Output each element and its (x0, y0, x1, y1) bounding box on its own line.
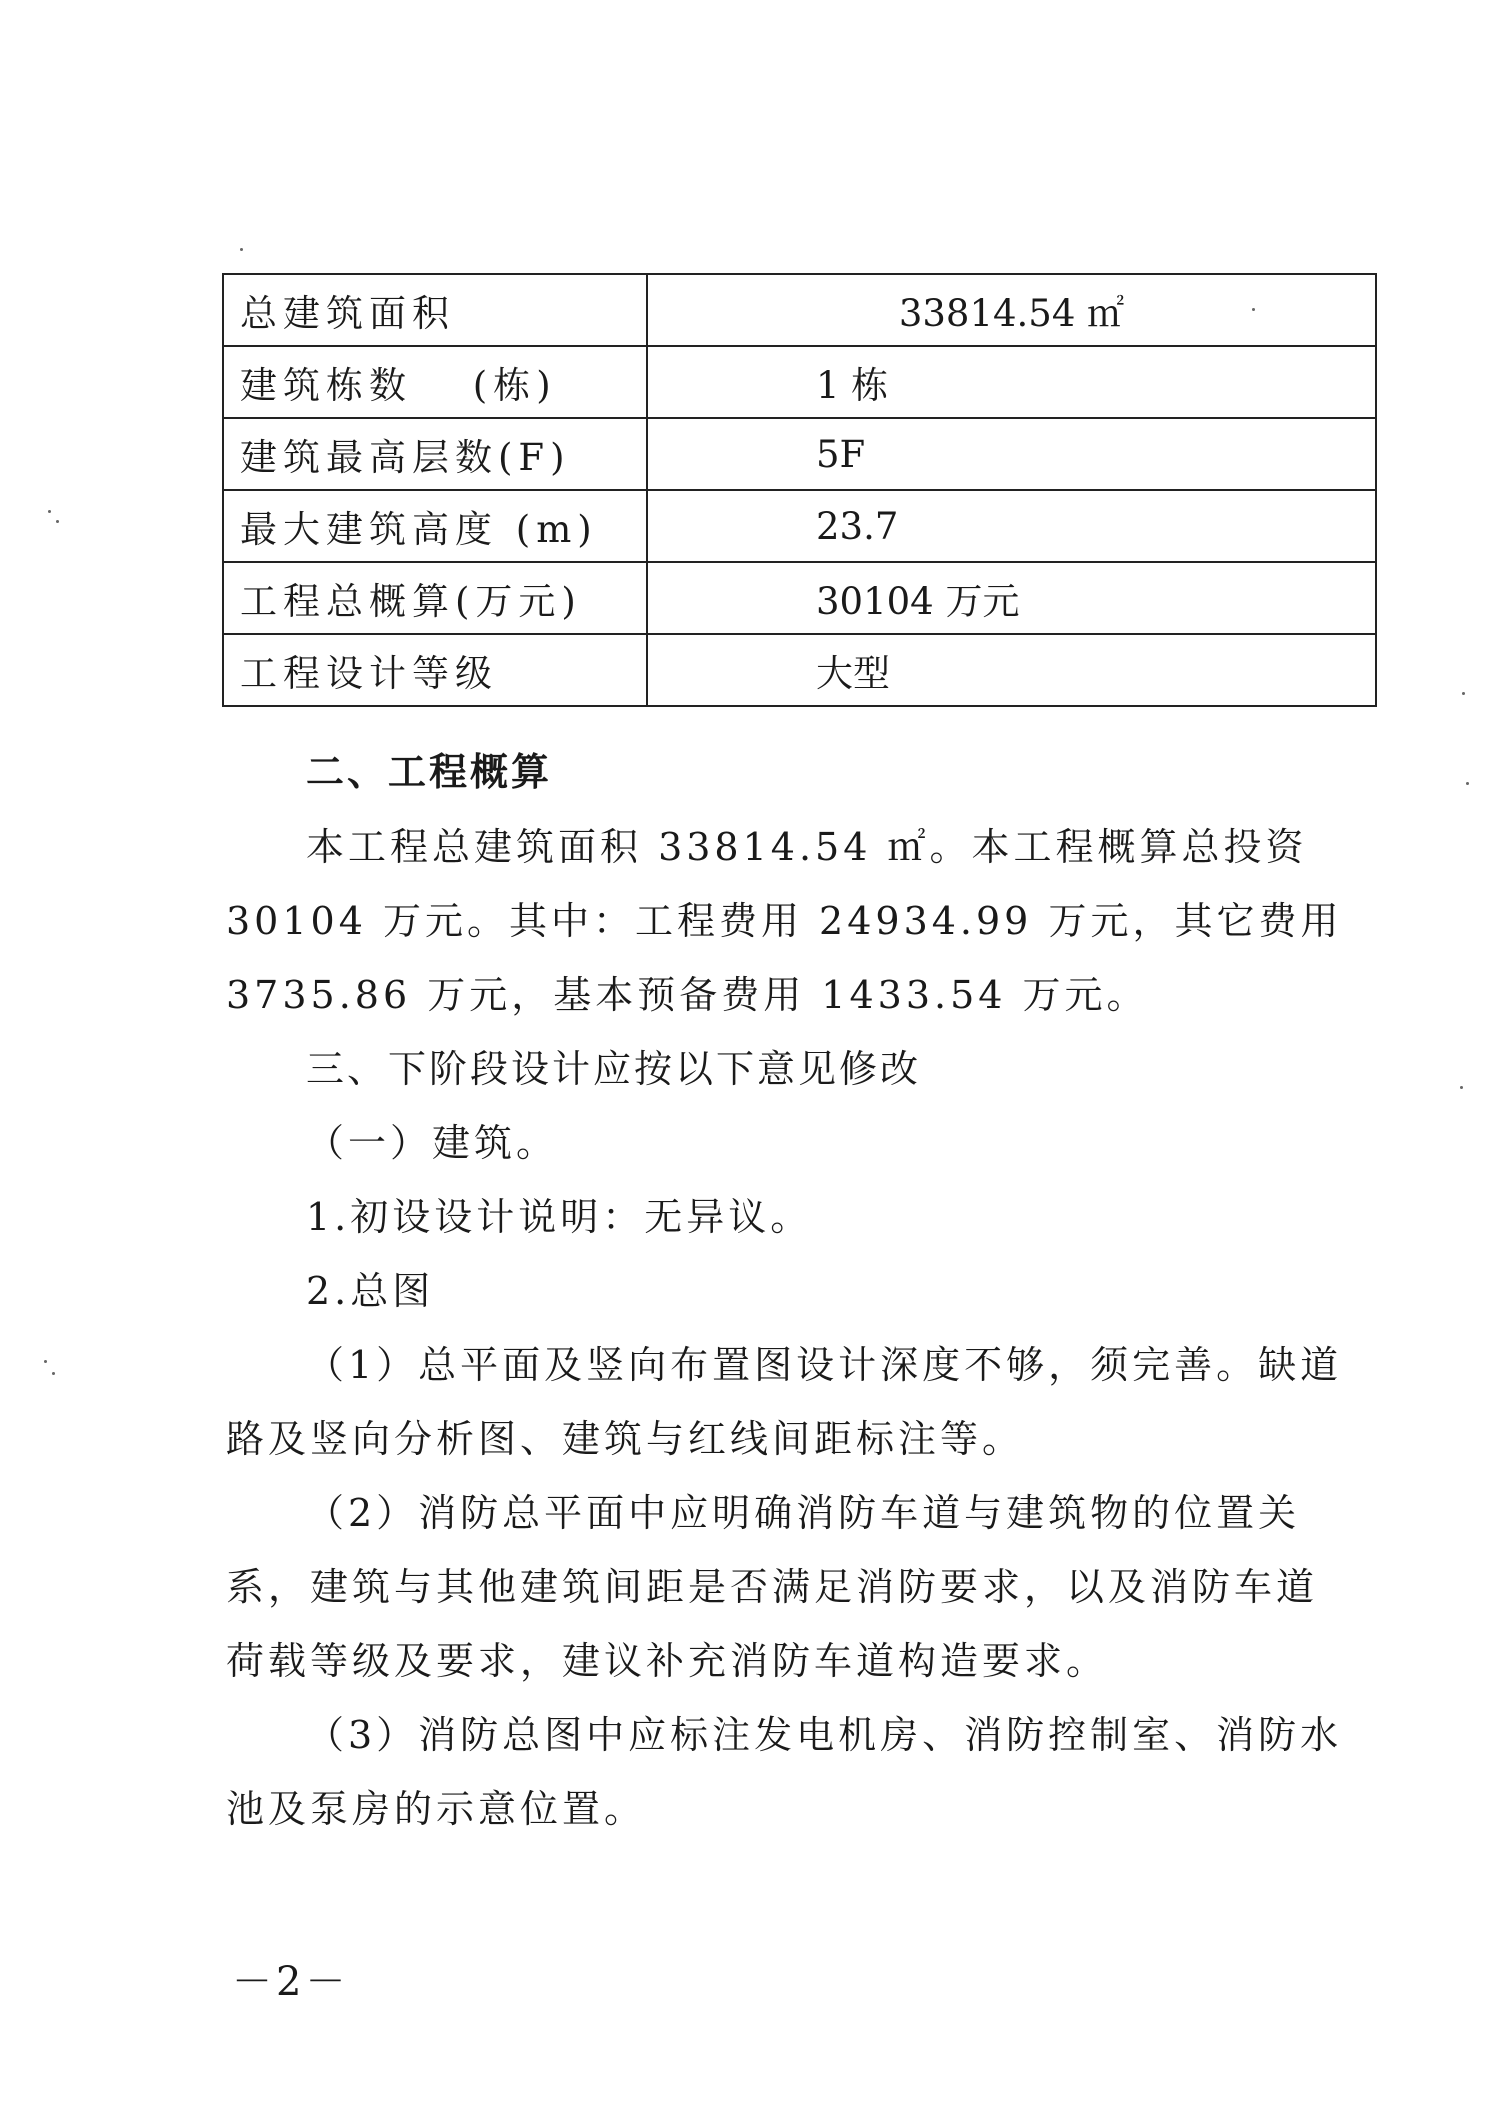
table-cell-value: 5F (647, 418, 1376, 490)
scan-speck (1460, 1086, 1463, 1089)
table-row (223, 418, 1376, 490)
general-plan-point-1: （1）总平面及竖向布置图设计深度不够，须完善。缺道路及竖向分析图、建筑与红线间距标注等。 (226, 1343, 1343, 1461)
table-cell-label: 工程设计等级 (223, 634, 647, 706)
item-general-plan: 2.总图 (306, 1269, 435, 1313)
table-cell-label: 建筑栋数 (栋) (223, 346, 647, 418)
scan-speck (44, 1360, 47, 1363)
scan-speck (1252, 308, 1255, 311)
item-design-description: 1.初设设计说明：无异议。 (306, 1195, 813, 1239)
table-row (223, 634, 1376, 706)
table-cell-label: 最大建筑高度 (m) (223, 490, 647, 562)
scan-speck (240, 248, 243, 251)
table-row (223, 562, 1376, 634)
table-cell-value: 33814.54 ㎡ (647, 274, 1376, 346)
table-cell-label: 工程总概算(万元) (223, 562, 647, 634)
estimate-paragraph: 本工程总建筑面积 33814.54 ㎡。本工程概算总投资 30104 万元。其中：工程费用 24934.99 万元，其它费用 3735.86 万元，基本预备费用 1433.54 万元。 (226, 825, 1343, 1017)
section-heading-revisions: 三、下阶段设计应按以下意见修改 (306, 1047, 922, 1091)
table-cell-label: 总建筑面积 (223, 274, 647, 346)
general-plan-point-3: （3）消防总图中应标注发电机房、消防控制室、消防水池及泵房的示意位置。 (226, 1713, 1343, 1831)
table-cell-value: 30104 万元 (647, 562, 1376, 634)
table-cell-value: 1 栋 (647, 346, 1376, 418)
general-plan-point-2: （2）消防总平面中应明确消防车道与建筑物的位置关系，建筑与其他建筑间距是否满足消防要求，以及消防车道荷载等级及要求，建议补充消防车道构造要求。 (226, 1491, 1319, 1683)
scan-speck (52, 1372, 55, 1375)
table-row (223, 346, 1376, 418)
project-spec-table (222, 273, 1377, 707)
table-cell-label: 建筑最高层数(F) (223, 418, 647, 490)
subsection-architecture: （一）建筑。 (306, 1121, 559, 1165)
table-row (223, 274, 1376, 346)
section-heading-estimate: 二、工程概算 (306, 750, 553, 794)
scan-speck (56, 520, 59, 523)
table-cell-value: 大型 (647, 634, 1376, 706)
table-cell-value: 23.7 (647, 490, 1376, 562)
table-row (223, 490, 1376, 562)
scan-speck (1462, 692, 1465, 695)
scan-speck (1466, 782, 1469, 785)
scan-speck (48, 510, 51, 513)
page-number: －2－ (232, 1959, 350, 2005)
